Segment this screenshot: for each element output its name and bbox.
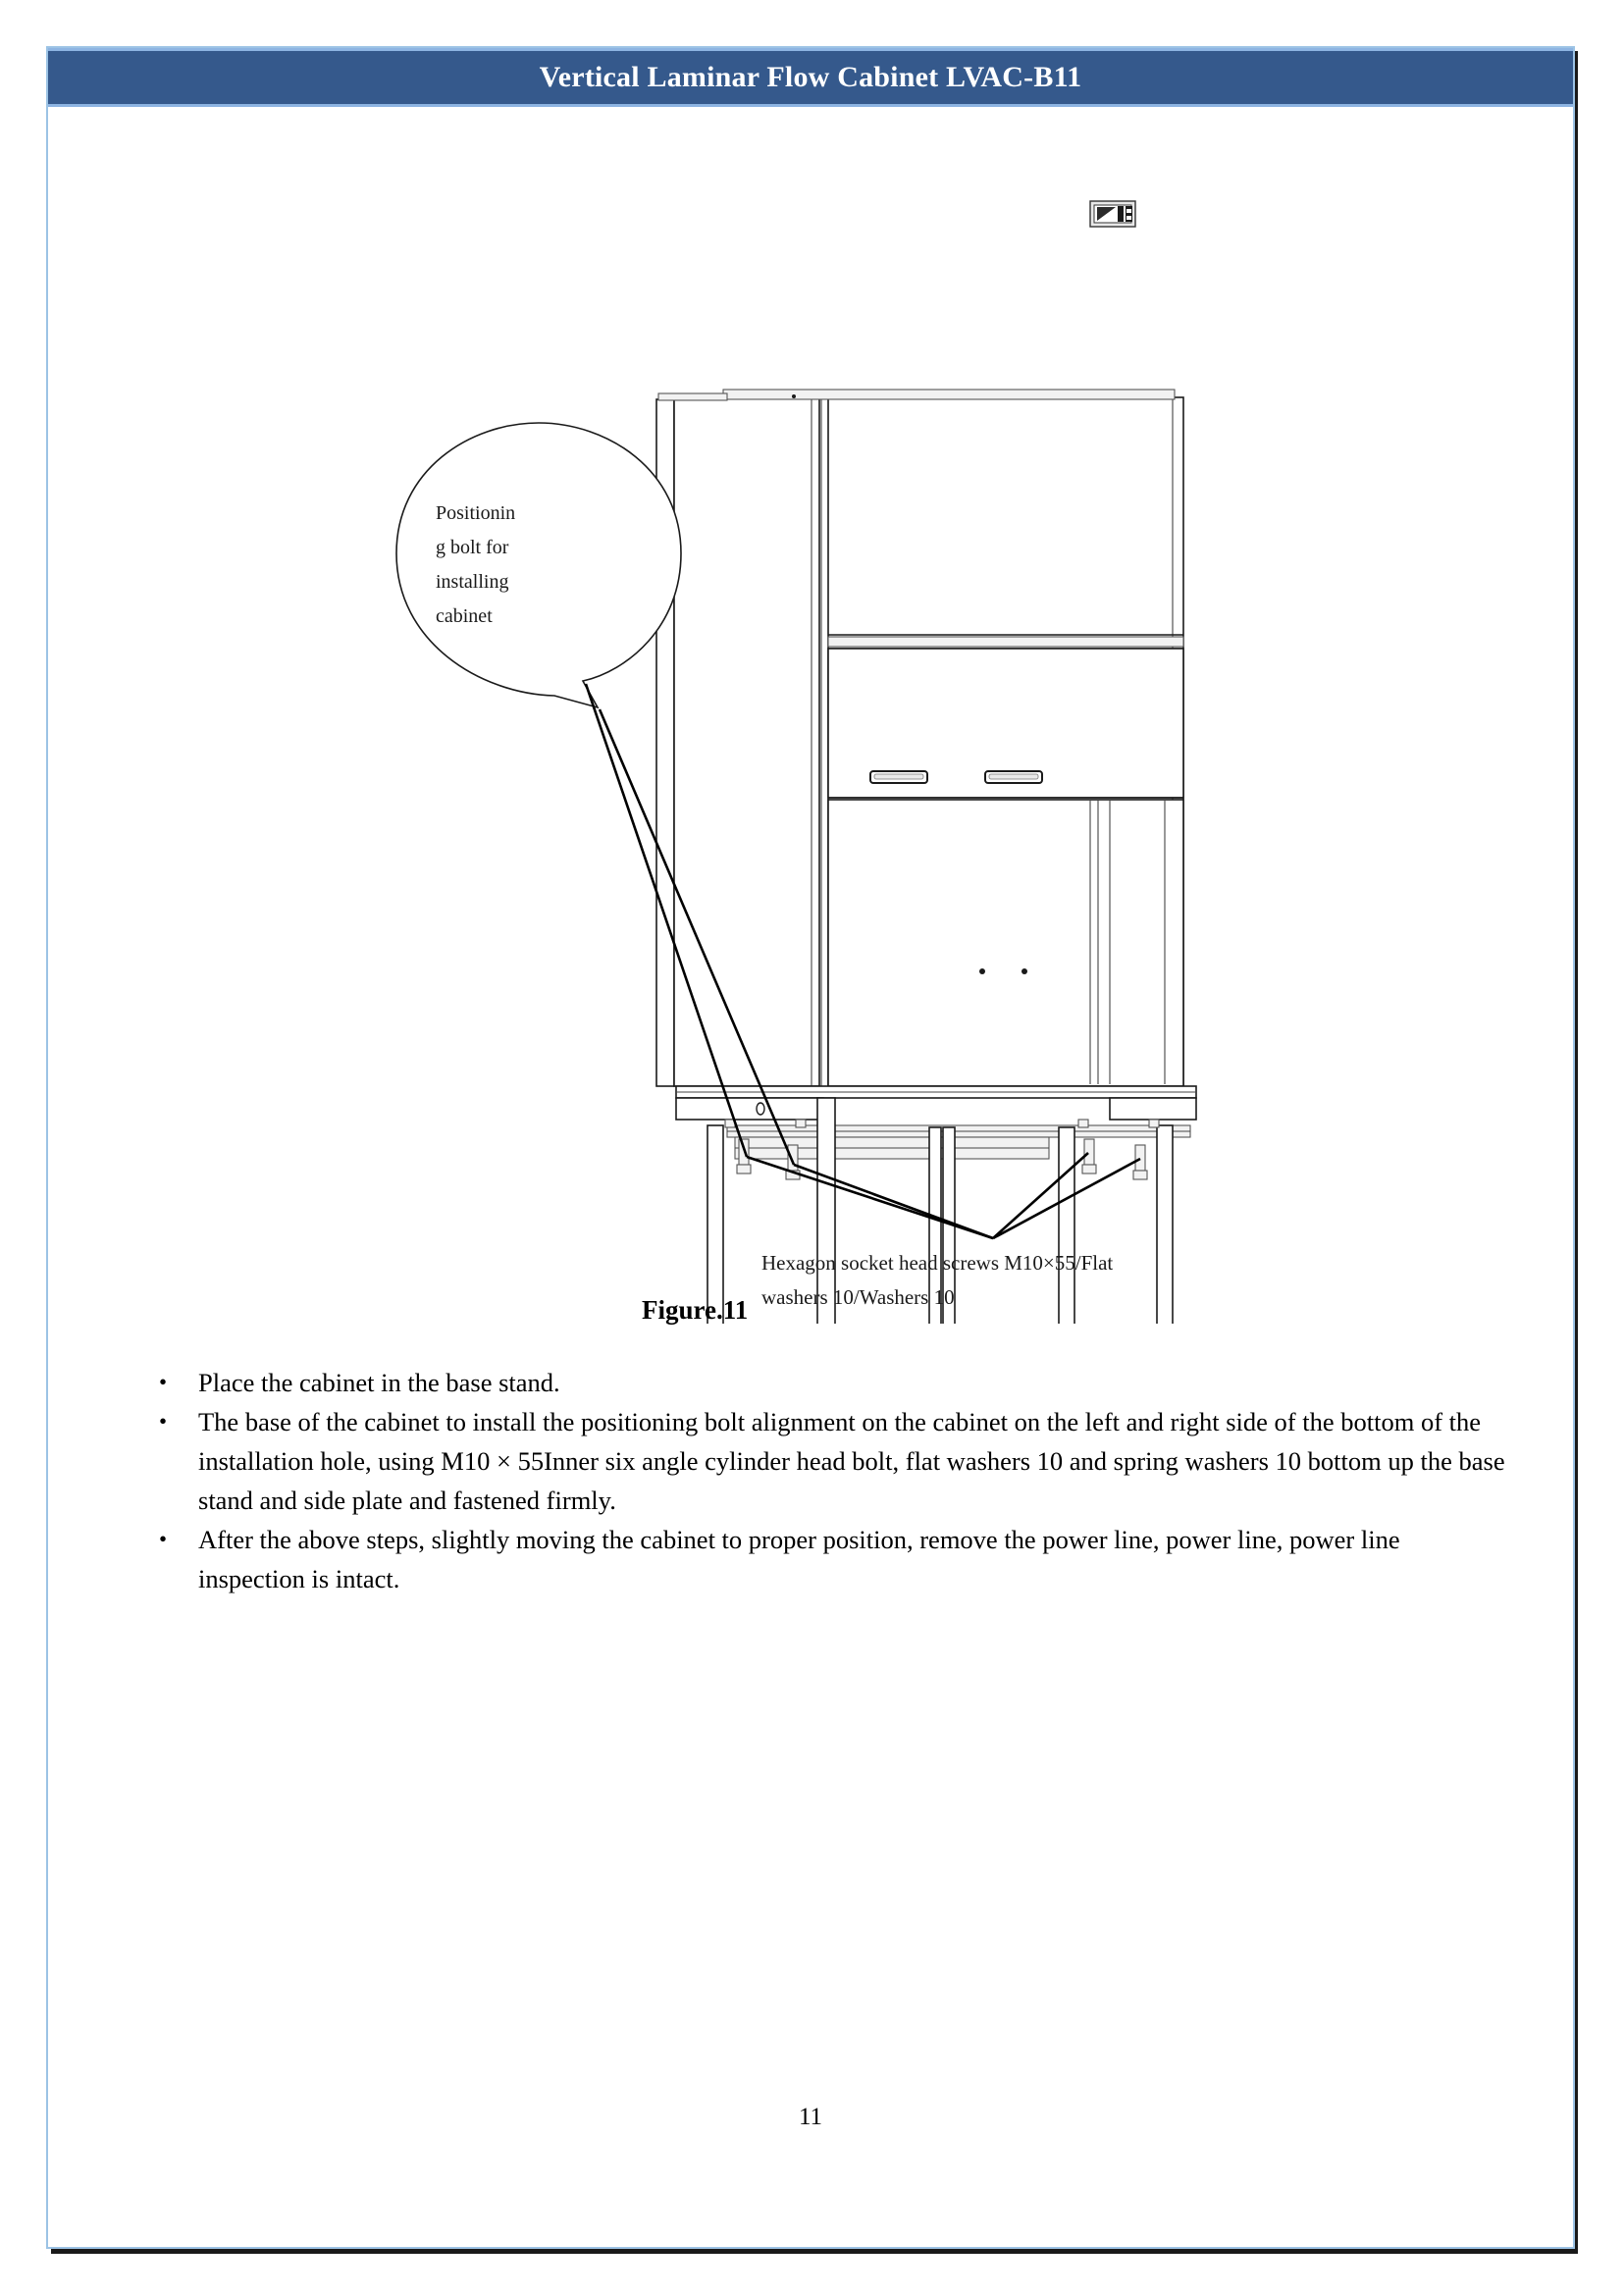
figure-illustration	[48, 107, 1573, 1324]
bullet-icon: •	[159, 1370, 168, 1394]
list-item	[141, 1520, 1505, 1598]
callout-line-2: g bolt for	[436, 537, 509, 558]
callout-line-1: Positionin	[436, 502, 516, 524]
bullet-icon: •	[159, 1527, 168, 1551]
callout-line-3: installing	[436, 571, 509, 593]
callout-balloon	[396, 423, 681, 707]
cabinet-control-panel	[1090, 201, 1135, 227]
list-item-text: Place the cabinet in the base stand.	[198, 1368, 560, 1397]
instruction-bullet-list	[141, 1363, 1505, 1598]
cabinet-technical-drawing	[48, 107, 1573, 1324]
page-shadow-bottom	[51, 2249, 1578, 2254]
list-item	[141, 1402, 1505, 1520]
bottom-label-line-2: washers 10/Washers 10	[761, 1285, 955, 1309]
list-item-text: The base of the cabinet to install the positioning bolt alignment on the cabinet on the left and right side of the bottom of the installation hole, using M10 × 55Inner six angle cylinder head bolt, flat washers 10 and spring washers 10 bottom up the base stand and side plate and fastened firmly.	[198, 1407, 1505, 1515]
figure-caption: Figure.11	[642, 1295, 749, 1325]
page-number: 11	[798, 2104, 823, 2130]
cabinet-work-surface	[828, 798, 1183, 1086]
bullet-icon: •	[159, 1409, 168, 1434]
document-header-band	[48, 48, 1573, 107]
cabinet-door-panel	[828, 649, 1183, 798]
bottom-label-line-1: Hexagon socket head screws M10×55/Flat	[761, 1251, 1114, 1275]
document-page	[46, 46, 1575, 2249]
callout-line-4: cabinet	[436, 605, 493, 627]
list-item	[141, 1363, 1505, 1402]
page-title: Vertical Laminar Flow Cabinet LVAC-B11	[539, 61, 1082, 93]
list-item-text: After the above steps, slightly moving the cabinet to proper position, remove the power line, power line, power line inspection is intact.	[198, 1525, 1400, 1593]
